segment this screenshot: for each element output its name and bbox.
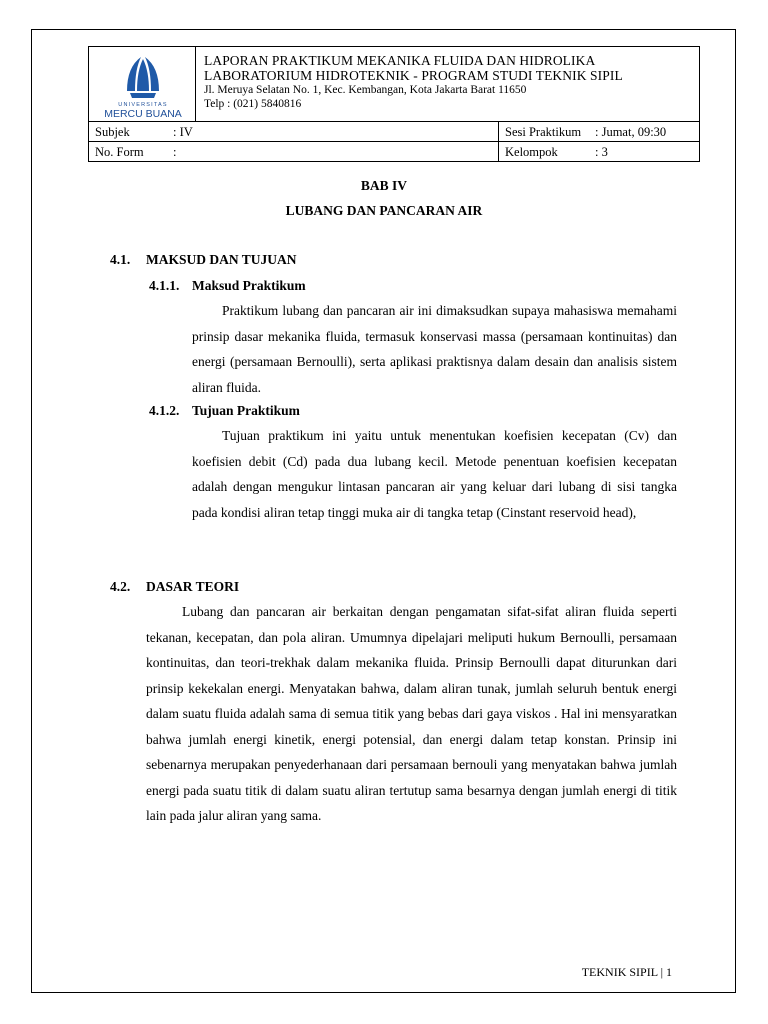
logo-top-text: UNIVERSITAS xyxy=(118,102,168,108)
section-4-1-2-heading xyxy=(149,403,449,421)
section-number: 4.1.2. xyxy=(149,403,180,418)
subjek-cell xyxy=(88,121,499,142)
chapter-label: BAB IV xyxy=(360,178,408,193)
section-title: MAKSUD DAN TUJUAN xyxy=(146,252,297,267)
page-footer: TEKNIK SIPIL | 1 xyxy=(581,965,672,979)
kelompok-value: : 3 xyxy=(595,145,608,159)
sesi-cell xyxy=(498,121,700,142)
section-number: 4.1. xyxy=(110,252,131,267)
section-4-1-heading xyxy=(110,252,410,270)
logo-bottom-text: MERCU BUANA xyxy=(104,108,182,119)
header-address: Jl. Meruya Selatan No. 1, Kec. Kembangan, Kota Jakarta Barat 11650 xyxy=(204,84,527,96)
chapter-title: LUBANG DAN PANCARAN AIR xyxy=(285,203,483,218)
section-title: Maksud Praktikum xyxy=(192,278,306,293)
header-info-cell xyxy=(195,46,700,122)
kelompok-label: Kelompok xyxy=(505,145,558,159)
form-cell xyxy=(88,141,499,162)
form-value: : xyxy=(173,145,177,159)
paragraph: Praktikum lubang dan pancaran air ini dimaksudkan supaya mahasiswa memahami prinsip dasar mekanika fluida, termasuk konservasi massa (persamaan kontinuitas) dan energi (persamaan Bernoulli), serta aplikasi praktisnya dalam desain dan analisis sistem aliran fluida. xyxy=(192,303,677,395)
kelompok-cell xyxy=(498,141,700,162)
paragraph: Lubang dan pancaran air berkaitan dengan pengamatan sifat-sifat aliran fluida seperti tekanan, kecepatan, dan pola aliran. Umumnya dipelajari meliputi hukum Bernoulli, persamaan kontinuitas, dan teori-trekhak dalam mekanika fluida. Prinsip Bernoulli dapat diturunkan dari prinsip kekekalan energi. Menyatakan bahwa, dalam aliran tunak, jumlah seluruh bentuk energi dalam suatu fluida adalah sama di semua titik yang bebas dari gaya viskos . Hal ini mensyaratkan bahwa jumlah energi kinetik, energi potensial, dan energi dalam tetap konstan. Prinsip ini sebenarnya merupakan penyederhanaan dari persamaan bernouli yang menyatakan bahwa jumlah energi pada suatu titik di dalam suatu aliran tertutup sama besarnya dengan jumlah energi di titik lain pada jalur aliran yang sama. xyxy=(146,604,677,823)
header-phone: Telp : (021) 5840816 xyxy=(204,98,302,110)
header-title-line1: LAPORAN PRAKTIKUM MEKANIKA FLUIDA DAN HIDROLIKA xyxy=(204,53,596,68)
section-number: 4.2. xyxy=(110,579,131,594)
subjek-label: Subjek xyxy=(95,125,130,139)
sesi-label: Sesi Praktikum xyxy=(505,125,582,139)
section-4-2-body xyxy=(146,599,677,829)
section-4-1-2-body xyxy=(192,423,677,525)
university-logo xyxy=(97,53,189,119)
paragraph: Tujuan praktikum ini yaitu untuk menentukan koefisien kecepatan (Cv) dan koefisien debit (Cd) pada dua lubang kecil. Metode penentuan koefisien kecepatan adalah dengan mengukur lintasan pancaran air yang keluar dari lubang di sisi tangka pada kondisi aliran tetap tinggi muka air di tangka tetap (Cinstant reservoid head), xyxy=(192,428,677,520)
section-4-2-heading xyxy=(110,579,410,597)
form-label: No. Form xyxy=(95,145,144,159)
section-number: 4.1.1. xyxy=(149,278,180,293)
section-title: DASAR TEORI xyxy=(146,579,240,594)
section-4-1-1-heading xyxy=(149,278,449,296)
document-header xyxy=(88,46,700,163)
section-4-1-1-body xyxy=(192,298,677,400)
logo-cell xyxy=(88,46,196,122)
sesi-value: : Jumat, 09:30 xyxy=(595,125,667,139)
header-title-line2: LABORATORIUM HIDROTEKNIK - PROGRAM STUDI TEKNIK SIPIL xyxy=(204,68,623,83)
subjek-value: : IV xyxy=(173,125,193,139)
section-title: Tujuan Praktikum xyxy=(192,403,300,418)
